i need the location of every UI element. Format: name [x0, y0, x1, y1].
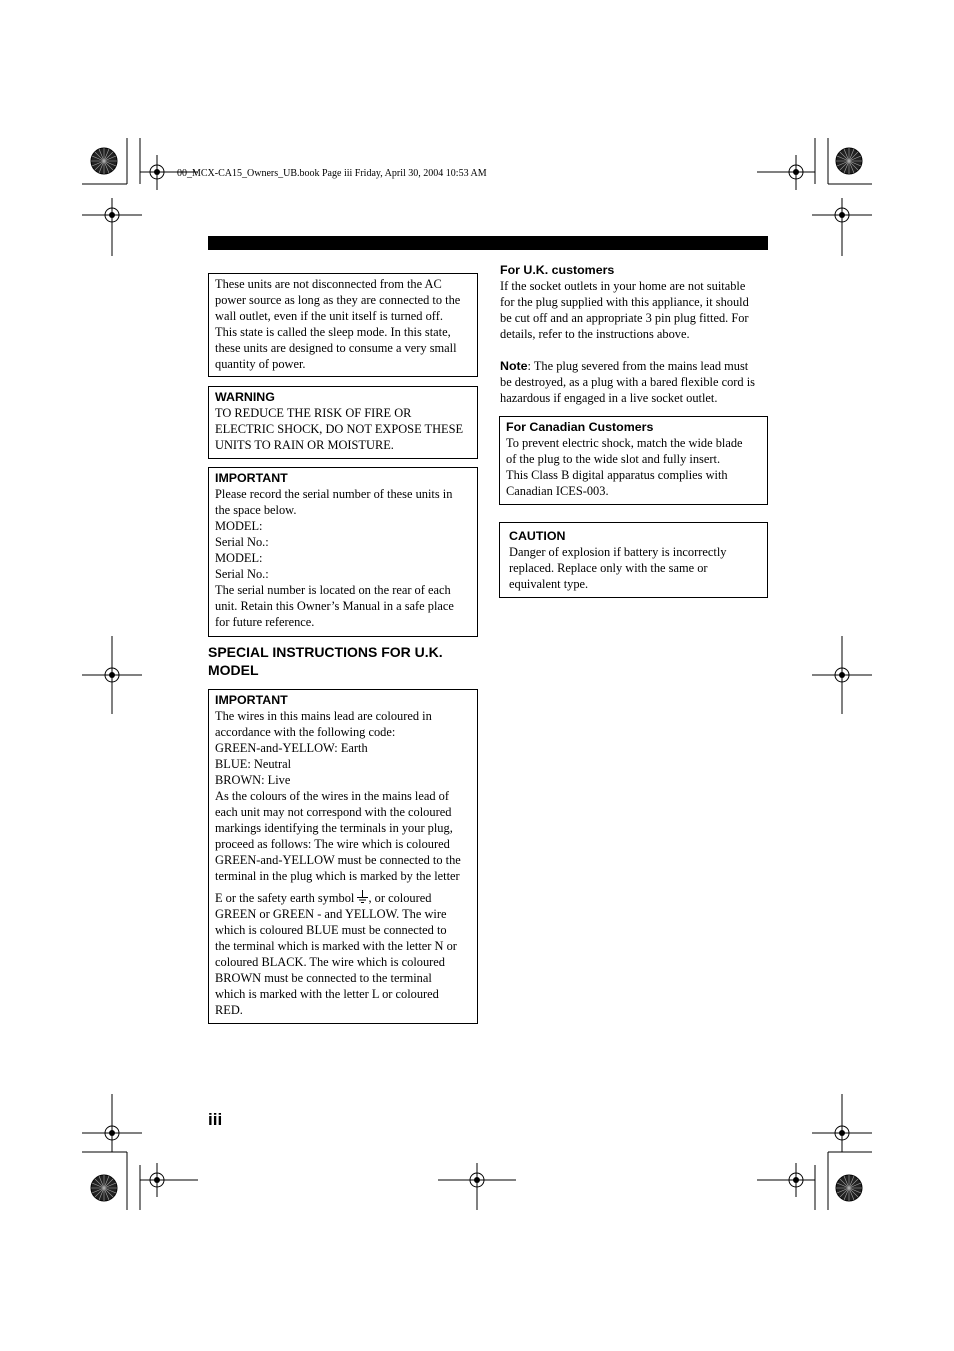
spacer — [500, 342, 770, 358]
text-line: power source as long as they are connected to the — [215, 293, 461, 307]
text-fragment: E or the safety earth symbol — [215, 891, 358, 905]
file-info-header: 00_MCX-CA15_Owners_UB.book Page iii Friday, April 30, 2004 10:53 AM — [177, 168, 487, 179]
text-line: ELECTRIC SHOCK, DO NOT EXPOSE THESE — [215, 422, 464, 436]
text-line: As the colours of the wires in the mains lead of — [215, 789, 449, 803]
earth-ground-icon — [357, 890, 368, 904]
serial-label: Serial No.: — [215, 567, 269, 581]
uk-customers-section — [500, 262, 770, 406]
special-instructions-heading — [208, 643, 443, 679]
text-line: be cut off and an appropriate 3 pin plug fitted. For — [500, 311, 749, 325]
text-line: The serial number is located on the rear of each — [215, 583, 451, 597]
sleep-mode-box — [208, 273, 478, 377]
text-line: hazardous if engaged in a live socket outlet. — [500, 391, 718, 405]
text-line: markings identifying the terminals in your plug, — [215, 821, 453, 835]
text-line: GREEN or GREEN - and YELLOW. The wire — [215, 907, 447, 921]
model-label: MODEL: — [215, 519, 263, 533]
heading-line: MODEL — [208, 662, 259, 678]
serial-label: Serial No.: — [215, 535, 269, 549]
text-fragment: : The plug severed from the mains lead must — [527, 359, 749, 373]
text-line: terminal in the plug which is marked by the letter — [215, 869, 460, 883]
text-line: If the socket outlets in your home are not suitable — [500, 279, 746, 293]
text-line: each unit may not correspond with the coloured — [215, 805, 452, 819]
uk-customers-title: For U.K. customers — [500, 263, 615, 277]
canadian-customers-box — [499, 416, 768, 505]
text-line: for future reference. — [215, 615, 315, 629]
text-line: This Class B digital apparatus complies with — [506, 468, 728, 482]
warning-title: WARNING — [215, 390, 275, 404]
text-line: Canadian ICES-003. — [506, 484, 609, 498]
note-line — [500, 358, 770, 374]
important-title: IMPORTANT — [215, 693, 288, 707]
text-line: GREEN-and-YELLOW: Earth — [215, 741, 368, 755]
text-line: replaced. Replace only with the same or — [509, 561, 708, 575]
text-line: the space below. — [215, 503, 297, 517]
text-line: unit. Retain this Owner’s Manual in a safe place — [215, 599, 454, 613]
text-line: be destroyed, as a plug with a bared flexible cord is — [500, 375, 755, 389]
warning-box — [208, 386, 478, 459]
text-line: This state is called the sleep mode. In this state, — [215, 325, 451, 339]
text-line: of the plug to the wide slot and fully insert. — [506, 452, 721, 466]
text-line: Danger of explosion if battery is incorrectly — [509, 545, 727, 559]
text-line: These units are not disconnected from the AC — [215, 277, 442, 291]
text-line: quantity of power. — [215, 357, 306, 371]
text-line: wall outlet, even if the unit itself is turned off. — [215, 309, 443, 323]
header-bar — [208, 236, 768, 250]
text-line: proceed as follows: The wire which is coloured — [215, 837, 450, 851]
text-line: equivalent type. — [509, 577, 589, 591]
text-line: RED. — [215, 1003, 243, 1017]
important-serial-box — [208, 467, 478, 637]
text-line: BROWN must be connected to the terminal — [215, 971, 432, 985]
important-title: IMPORTANT — [215, 471, 288, 485]
text-line: To prevent electric shock, match the wide blade — [506, 436, 743, 450]
text-line: GREEN-and-YELLOW must be connected to the — [215, 853, 461, 867]
page-number: iii — [208, 1110, 223, 1129]
text-line: accordance with the following code: — [215, 725, 396, 739]
earth-symbol-line — [215, 890, 471, 906]
text-line: coloured BLACK. The wire which is coloured — [215, 955, 445, 969]
heading-line: SPECIAL INSTRUCTIONS FOR U.K. — [208, 644, 443, 660]
text-line: TO REDUCE THE RISK OF FIRE OR — [215, 406, 412, 420]
text-line: the terminal which is marked with the letter N or — [215, 939, 457, 953]
canadian-title: For Canadian Customers — [506, 420, 654, 434]
model-label: MODEL: — [215, 551, 263, 565]
caution-box — [499, 522, 768, 598]
text-fragment: , or coloured — [368, 891, 432, 905]
text-line: these units are designed to consume a very small — [215, 341, 457, 355]
text-line: which is coloured BLUE must be connected to — [215, 923, 447, 937]
text-line: BLUE: Neutral — [215, 757, 292, 771]
text-line: UNITS TO RAIN OR MOISTURE. — [215, 438, 394, 452]
text-line: details, refer to the instructions above. — [500, 327, 690, 341]
note-label: Note — [500, 359, 528, 373]
uk-wiring-important-box — [208, 689, 478, 1024]
text-line: which is marked with the letter L or coloured — [215, 987, 439, 1001]
text-line: Please record the serial number of these units in — [215, 487, 453, 501]
text-line: BROWN: Live — [215, 773, 291, 787]
text-line: The wires in this mains lead are coloured in — [215, 709, 432, 723]
registration-star-icon — [91, 148, 117, 174]
text-line: for the plug supplied with this appliance, it should — [500, 295, 749, 309]
caution-title: CAUTION — [509, 529, 566, 543]
